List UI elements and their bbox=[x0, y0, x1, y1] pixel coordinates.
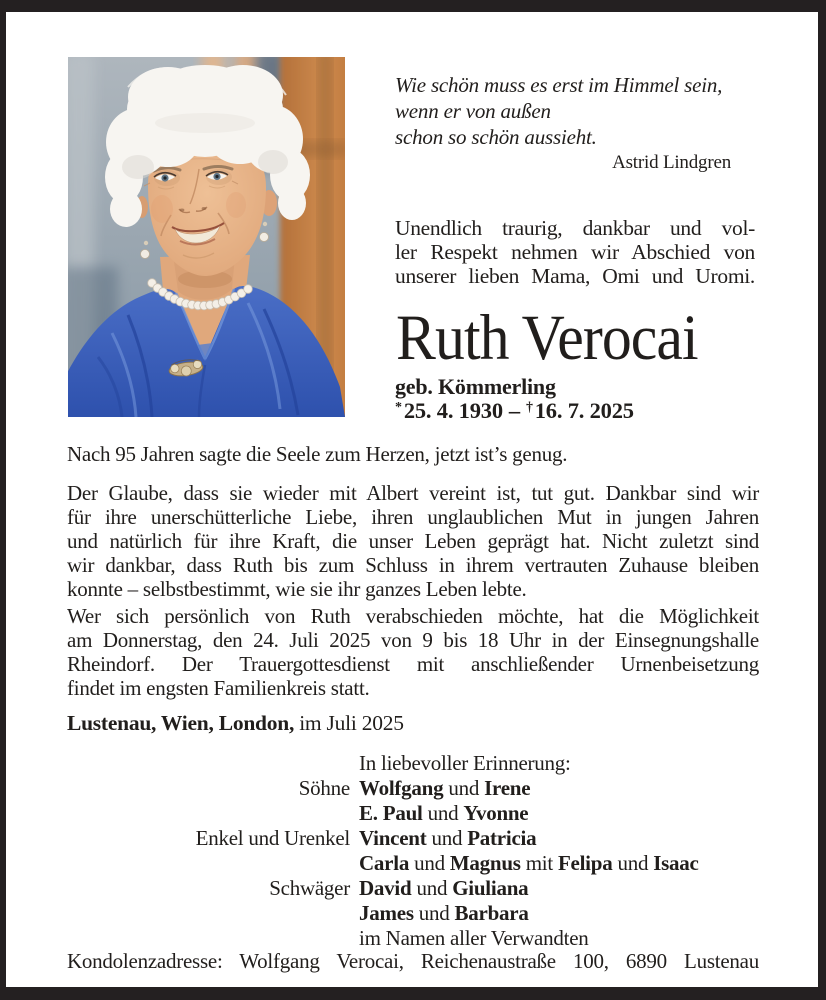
deceased-name: Ruth Verocai bbox=[396, 302, 698, 374]
quote-attribution: Astrid Lindgren bbox=[612, 152, 731, 173]
death-date: 16. 7. 2025 bbox=[534, 398, 634, 423]
quote-line: wenn er von außen bbox=[395, 99, 551, 123]
body-line: wir dankbar, dass Ruth bis zum Schluss in ihrem vertrauten Zuhause bleiben bbox=[67, 553, 759, 577]
body-line: Der Glaube, dass sie wieder mit Albert vereint ist, tut gut. Dankbar sind wir bbox=[67, 481, 759, 505]
family-role-label bbox=[61, 751, 350, 776]
family-names: Wolfgang und Irene bbox=[359, 776, 531, 800]
intro-line: unserer lieben Mama, Omi und Uromi. bbox=[395, 263, 755, 288]
family-role-label: Enkel und Urenkel bbox=[195, 826, 350, 850]
body-line: Nach 95 Jahren sagte die Seele zum Herzen, jetzt ist’s genug. bbox=[67, 442, 568, 466]
family-role-label: Söhne bbox=[298, 776, 350, 800]
family-row bbox=[61, 801, 773, 826]
family-names: David und Giuliana bbox=[359, 876, 529, 900]
intro-paragraph bbox=[395, 217, 755, 288]
family-row bbox=[61, 751, 773, 776]
quote-block bbox=[395, 72, 759, 174]
family-row bbox=[61, 851, 773, 876]
family-role-label bbox=[61, 901, 350, 926]
footer-condolence-address: Kondolenzadresse: Wolfgang Verocai, Reichenaustraße 100, 6890 Lustenau bbox=[67, 949, 759, 973]
family-names: E. Paul und Yvonne bbox=[359, 801, 529, 825]
family-row bbox=[61, 826, 773, 851]
body-line: und natürlich für ihre Kraft, die unser Leben geprägt hat. Nicht zuletzt sind bbox=[67, 529, 759, 553]
death-symbol: † bbox=[525, 400, 533, 415]
memory-header: In liebevoller Erinnerung: bbox=[359, 751, 571, 775]
family-names: Vincent und Patricia bbox=[359, 826, 537, 850]
family-names: James und Barbara bbox=[359, 901, 529, 925]
body-line: am Donnerstag, den 24. Juli 2025 von 9 bis 18 Uhr in der Einsegnungshalle bbox=[67, 628, 759, 652]
body-line: Rheindorf. Der Trauergottesdienst mit anschließender Urnenbeisetzung bbox=[67, 652, 759, 676]
date-separator: – bbox=[508, 398, 520, 423]
family-role-label bbox=[61, 926, 350, 951]
portrait-illustration bbox=[68, 57, 345, 417]
family-names: im Namen aller Verwandten bbox=[359, 926, 589, 950]
body-line: Wer sich persönlich von Ruth verabschieden möchte, hat die Möglichkeit bbox=[67, 604, 759, 628]
family-row bbox=[61, 901, 773, 926]
family-row bbox=[61, 876, 773, 901]
dateline bbox=[67, 711, 404, 736]
family-row bbox=[61, 926, 773, 951]
family-role-label: Schwäger bbox=[269, 876, 350, 900]
life-dates bbox=[395, 398, 634, 427]
intro-line: ler Respekt nehmen wir Abschied von bbox=[395, 239, 755, 264]
portrait-photo bbox=[68, 57, 345, 417]
dateline-cities: Lustenau, Wien, London, bbox=[67, 711, 295, 735]
family-row bbox=[61, 776, 773, 801]
paper bbox=[6, 12, 818, 987]
maiden-name: geb. Kömmerling bbox=[395, 374, 556, 399]
body-line: findet im engsten Familienkreis statt. bbox=[67, 676, 370, 700]
family-list bbox=[61, 751, 773, 951]
paragraph-farewell bbox=[67, 604, 759, 700]
body-line: für ihre unerschütterliche Liebe, ihren unglaublichen Mut in jungen Jahren bbox=[67, 505, 759, 529]
family-names: Carla und Magnus mit Felipa und Isaac bbox=[359, 851, 699, 875]
family-role-label bbox=[61, 801, 350, 826]
paragraph-gratitude bbox=[67, 481, 759, 601]
family-role-label bbox=[61, 851, 350, 876]
dateline-date: im Juli 2025 bbox=[294, 711, 404, 735]
birth-symbol: * bbox=[395, 400, 402, 415]
intro-line: Unendlich traurig, dankbar und vol- bbox=[395, 216, 755, 240]
quote-line: Wie schön muss es erst im Himmel sein, bbox=[395, 73, 723, 97]
quote-line: schon so schön aussieht. bbox=[395, 125, 597, 149]
birth-date: 25. 4. 1930 bbox=[403, 398, 503, 423]
body-line: konnte – selbstbestimmt, wie sie ihr ganzes Leben lebte. bbox=[67, 577, 527, 601]
paragraph-opening bbox=[67, 442, 759, 466]
